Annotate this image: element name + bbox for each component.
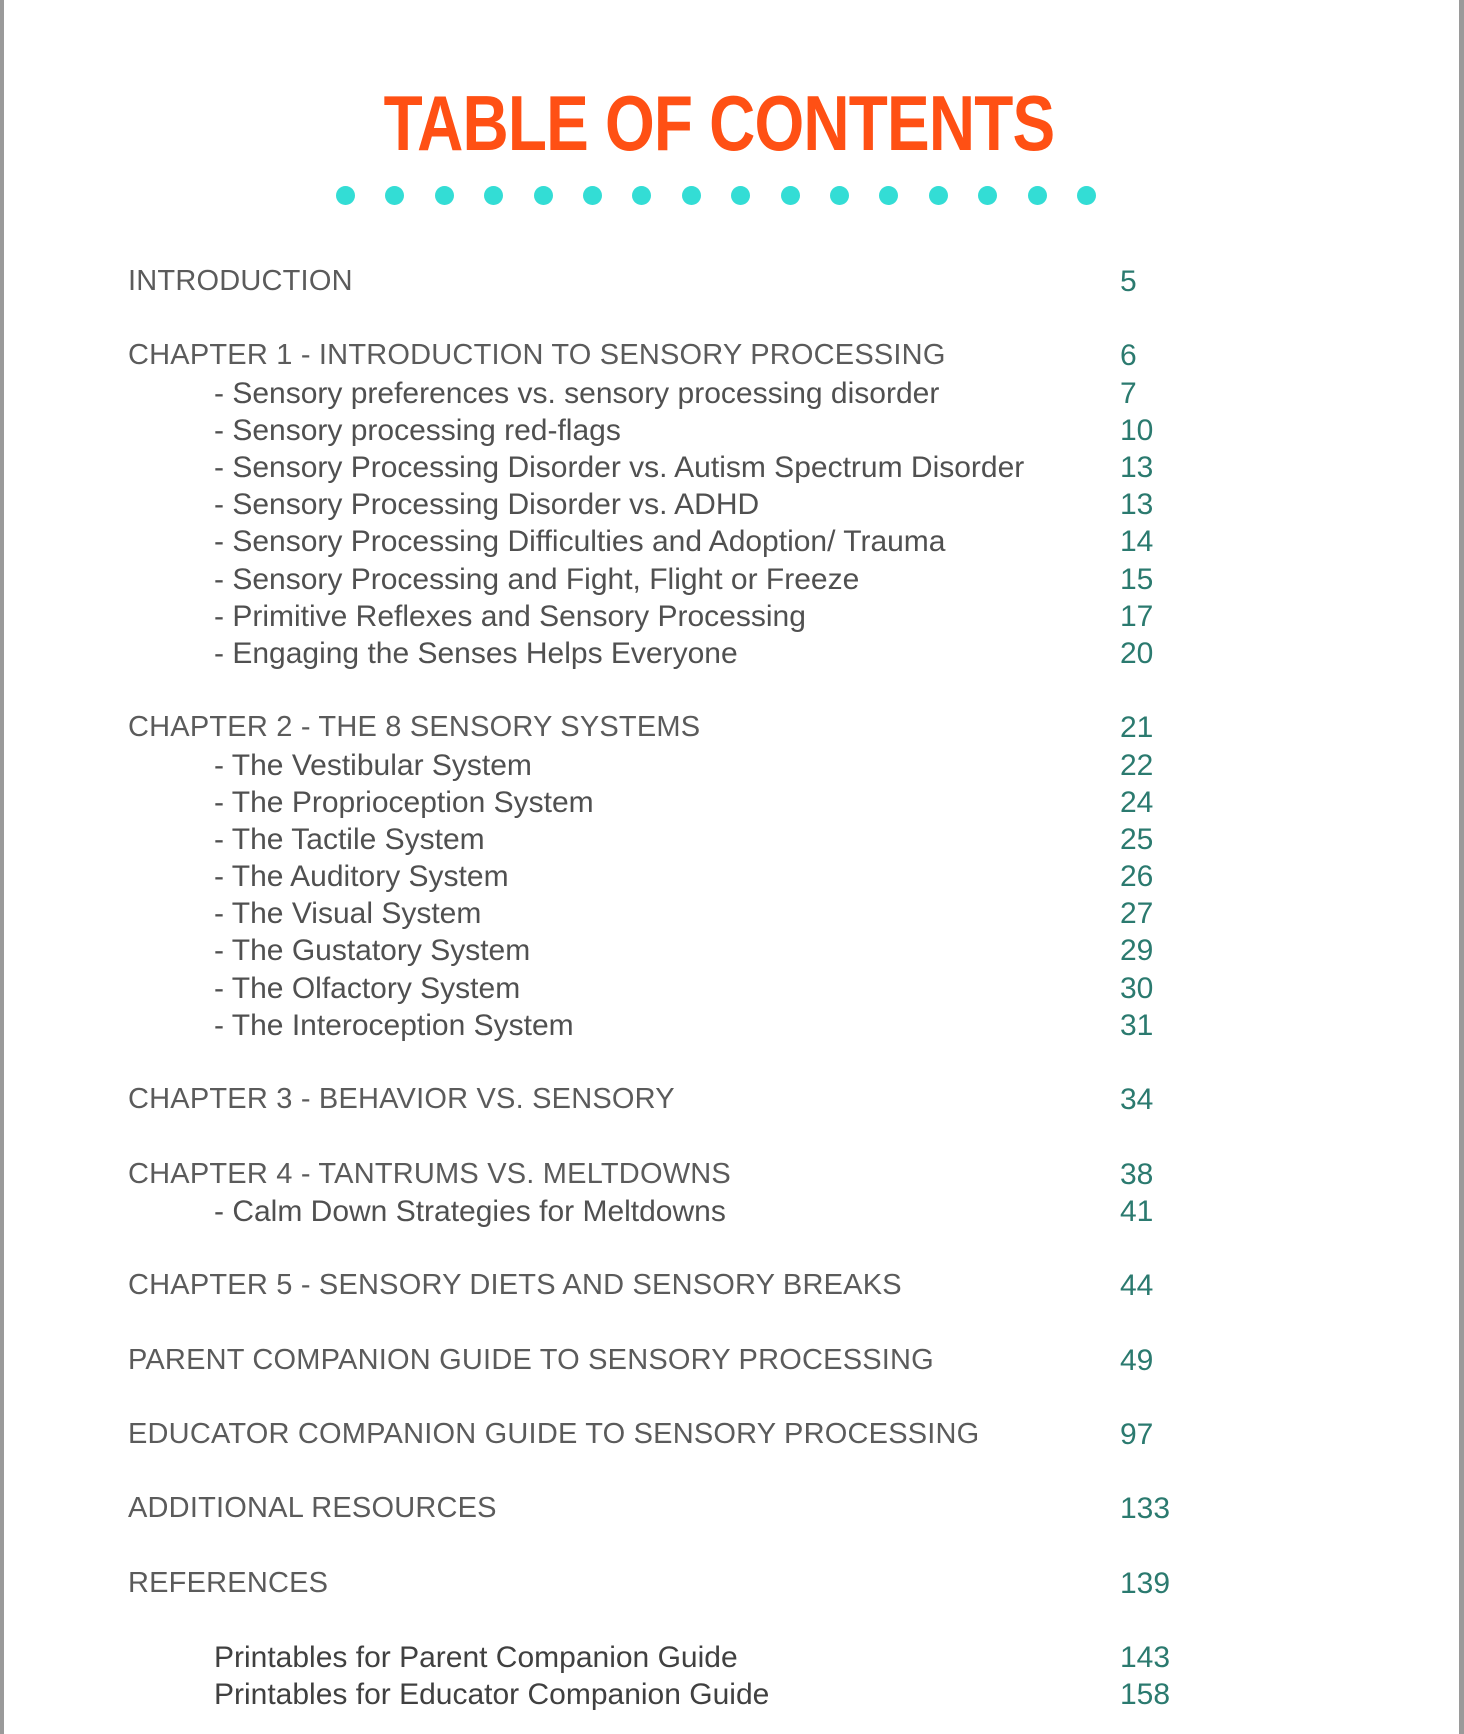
toc-page-number: 22 <box>1120 749 1154 782</box>
toc-chapter-entry[interactable] <box>4 1416 1459 1453</box>
toc-entry-label: PARENT COMPANION GUIDE TO SENSORY PROCESSING <box>128 1344 934 1376</box>
table-of-contents <box>4 0 1459 1734</box>
toc-section-entry[interactable] <box>4 375 1459 412</box>
toc-entry-label: - Primitive Reflexes and Sensory Processing <box>214 600 806 633</box>
toc-chapter-entry[interactable] <box>4 1490 1459 1527</box>
toc-entry-label: - Sensory processing red-flags <box>214 414 621 447</box>
toc-page-number: 41 <box>1120 1195 1154 1228</box>
toc-entry-label: - The Auditory System <box>214 860 509 893</box>
toc-section-entry[interactable] <box>4 1007 1459 1044</box>
toc-entry-label: - The Gustatory System <box>214 934 531 967</box>
toc-page-number: 15 <box>1120 563 1154 596</box>
toc-section-entry[interactable] <box>4 821 1459 858</box>
toc-entry-label: - The Visual System <box>214 897 482 930</box>
toc-page-number: 13 <box>1120 451 1154 484</box>
toc-chapter-entry[interactable] <box>4 1081 1459 1118</box>
toc-page-number: 139 <box>1120 1567 1171 1600</box>
page-title: TABLE OF CONTENTS <box>383 79 1055 167</box>
toc-entry-label: - The Olfactory System <box>214 972 521 1005</box>
toc-entry-label: - Sensory Processing and Fight, Flight or Freeze <box>214 563 860 596</box>
toc-entry-label: CHAPTER 5 - SENSORY DIETS AND SENSORY BREAKS <box>128 1269 902 1301</box>
toc-page-number: 38 <box>1120 1158 1154 1191</box>
toc-entry-label: - Sensory preferences vs. sensory processing disorder <box>214 377 940 410</box>
toc-page-number: 158 <box>1120 1678 1171 1711</box>
toc-entry-label: - The Vestibular System <box>214 749 532 782</box>
document-page <box>4 0 1459 1734</box>
toc-section-entry[interactable] <box>4 1193 1459 1230</box>
toc-entry-label: REFERENCES <box>128 1567 329 1599</box>
toc-page-number: 143 <box>1120 1641 1171 1674</box>
toc-page-number: 34 <box>1120 1083 1154 1116</box>
toc-section-entry[interactable] <box>4 561 1459 598</box>
toc-entry-label: Printables for Parent Companion Guide <box>214 1641 738 1674</box>
toc-page-number: 14 <box>1120 525 1154 558</box>
toc-section-entry[interactable] <box>4 970 1459 1007</box>
toc-chapter-entry[interactable] <box>4 1267 1459 1304</box>
toc-section-entry[interactable] <box>4 635 1459 672</box>
toc-chapter-entry[interactable] <box>4 1565 1459 1602</box>
toc-entry-label: - Sensory Processing Disorder vs. ADHD <box>214 488 760 521</box>
toc-page-number: 29 <box>1120 934 1154 967</box>
toc-page-number: 27 <box>1120 897 1154 930</box>
toc-entry-label: CHAPTER 4 - TANTRUMS VS. MELTDOWNS <box>128 1158 731 1190</box>
toc-entry-label: EDUCATOR COMPANION GUIDE TO SENSORY PROCESSING <box>128 1418 980 1450</box>
toc-entry-label: Printables for Educator Companion Guide <box>214 1678 770 1711</box>
toc-page-number: 44 <box>1120 1269 1154 1302</box>
toc-section-entry[interactable] <box>4 747 1459 784</box>
toc-entry-label: - Sensory Processing Disorder vs. Autism Spectrum Disorder <box>214 451 1025 484</box>
toc-section-entry[interactable] <box>4 858 1459 895</box>
toc-page-number: 5 <box>1120 265 1137 298</box>
toc-entry-label: INTRODUCTION <box>128 265 353 297</box>
toc-page-number: 25 <box>1120 823 1154 856</box>
toc-chapter-entry[interactable] <box>4 1342 1459 1379</box>
toc-section-entry[interactable] <box>4 412 1459 449</box>
toc-page-number: 133 <box>1120 1492 1171 1525</box>
toc-chapter-entry[interactable] <box>4 1156 1459 1193</box>
toc-page-number: 7 <box>1120 377 1137 410</box>
toc-page-number: 6 <box>1120 339 1137 372</box>
toc-section-entry[interactable] <box>4 784 1459 821</box>
toc-page-number: 26 <box>1120 860 1154 893</box>
toc-chapter-entry[interactable] <box>4 709 1459 746</box>
toc-entry-label: - The Tactile System <box>214 823 485 856</box>
toc-page-number: 13 <box>1120 488 1154 521</box>
toc-entry-label: - Calm Down Strategies for Meltdowns <box>214 1195 726 1228</box>
toc-entry-label: - Sensory Processing Difficulties and Adoption/ Trauma <box>214 525 946 558</box>
toc-section-entry[interactable] <box>4 523 1459 560</box>
toc-page-number: 97 <box>1120 1418 1154 1451</box>
toc-printable-entry[interactable] <box>4 1676 1459 1713</box>
toc-printable-entry[interactable] <box>4 1639 1459 1676</box>
toc-entry-label: CHAPTER 3 - BEHAVIOR VS. SENSORY <box>128 1083 675 1115</box>
toc-section-entry[interactable] <box>4 598 1459 635</box>
toc-section-entry[interactable] <box>4 486 1459 523</box>
toc-entry-label: - The Proprioception System <box>214 786 594 819</box>
toc-page-number: 49 <box>1120 1344 1154 1377</box>
toc-page-number: 24 <box>1120 786 1154 819</box>
toc-entry-label: - Engaging the Senses Helps Everyone <box>214 637 738 670</box>
toc-page-number: 17 <box>1120 600 1154 633</box>
toc-chapter-entry[interactable] <box>4 263 1459 300</box>
toc-page-number: 30 <box>1120 972 1154 1005</box>
toc-page-number: 21 <box>1120 711 1154 744</box>
toc-page-number: 20 <box>1120 637 1154 670</box>
toc-entry-label: - The Interoception System <box>214 1009 574 1042</box>
toc-page-number: 10 <box>1120 414 1154 447</box>
toc-page-number: 31 <box>1120 1009 1154 1042</box>
toc-entry-label: ADDITIONAL RESOURCES <box>128 1492 497 1524</box>
toc-entry-label: CHAPTER 2 - THE 8 SENSORY SYSTEMS <box>128 711 701 743</box>
toc-section-entry[interactable] <box>4 895 1459 932</box>
toc-entry-label: CHAPTER 1 - INTRODUCTION TO SENSORY PROCESSING <box>128 339 946 371</box>
toc-section-entry[interactable] <box>4 449 1459 486</box>
toc-section-entry[interactable] <box>4 932 1459 969</box>
toc-chapter-entry[interactable] <box>4 337 1459 374</box>
